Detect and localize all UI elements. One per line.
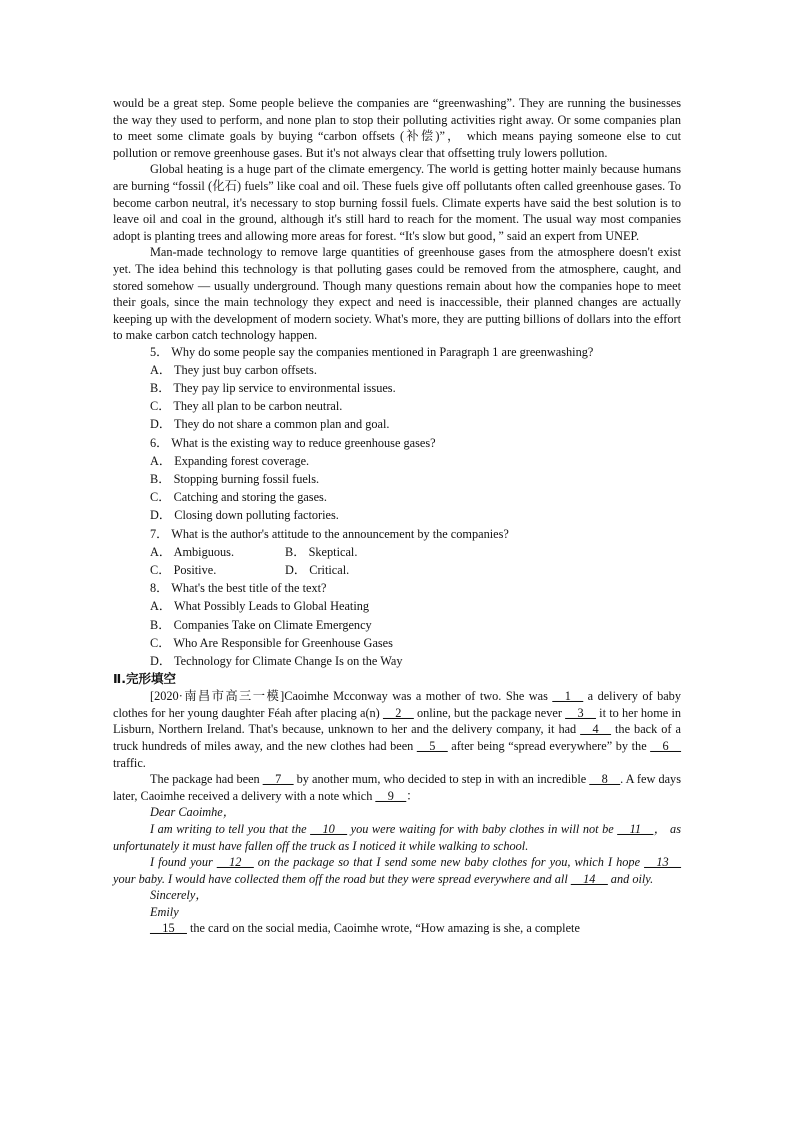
blank-15: __15__ <box>150 921 187 936</box>
text-run: I am writing to tell you that the <box>150 821 311 836</box>
text-run: Caoimhe Mcconway was a mother of two. She was <box>284 689 553 704</box>
cloze-paragraph-1 <box>113 688 681 771</box>
options-row-2 <box>113 561 681 579</box>
blank-10: __10__ <box>310 821 348 836</box>
question-8 <box>113 579 681 670</box>
question-7 <box>113 525 681 580</box>
option-a: A． Ambiguous. <box>150 544 235 559</box>
option-d: D． Closing down polluting factories. <box>150 508 339 523</box>
option-b: B． Stopping burning fossil fuels. <box>150 471 320 486</box>
cloze-paragraph-2 <box>113 771 681 804</box>
blank-4: __4__ <box>580 722 611 737</box>
text-run: online, but the package never <box>413 705 566 720</box>
blank-8: __8__ <box>589 772 621 787</box>
question-stem: 8． What's the best title of the text? <box>150 581 327 596</box>
text-run: by another mum, who decided to step in with an incredible <box>293 772 590 787</box>
text-run: I found your <box>150 855 217 870</box>
text-run: The package had been <box>150 772 263 787</box>
option-c: C． Catching and storing the gases. <box>150 490 327 505</box>
blank-13: __13__ <box>644 855 681 870</box>
option-d: D． Critical. <box>285 562 350 577</box>
blank-3: __3__ <box>565 705 596 720</box>
option-c: C． They all plan to be carbon neutral. <box>150 399 343 414</box>
letter-paragraph-2 <box>113 854 681 887</box>
blank-7: __7__ <box>262 772 294 787</box>
question-stem: 6． What is the existing way to reduce greenhouse gases? <box>150 435 436 450</box>
document-page <box>113 95 681 937</box>
option-d: D． They do not share a common plan and goal. <box>150 417 390 432</box>
cloze-paragraph-3 <box>113 920 681 937</box>
option-a: A． They just buy carbon offsets. <box>150 362 317 377</box>
blank-11: __11__ <box>617 821 654 836</box>
blank-12: __12__ <box>216 855 254 870</box>
option-b: B． Companies Take on Climate Emergency <box>150 617 372 632</box>
letter-closing: Sincerely， <box>150 888 208 903</box>
option-a: A． What Possibly Leads to Global Heating <box>150 599 370 614</box>
section-title: Ⅱ.完形填空 <box>113 671 176 687</box>
text-run: a delivery of baby clothes for her young daughter Féah after placing a(n) <box>113 689 681 720</box>
question-5 <box>113 344 681 434</box>
blank-14: __14__ <box>570 871 608 886</box>
option-a: A． Expanding forest coverage. <box>150 453 310 468</box>
question-6 <box>113 434 681 525</box>
text-run: ， as unfortunately it must have fallen off the truck as I noticed it while walking to school. <box>113 821 681 853</box>
passage-paragraph-2: Global heating is a huge part of the climate emergency. The world is getting hotter mainly because humans are burning “fossil (化石) fuels” like coal and oil. These fuels give off pollutants often called greenhouse gases. To become carbon neutral, it's necessary to stop burning fossil fuels. Climate experts have said the best solution is to leave oil and coal in the ground, although it's still hard to reach for the moment. The usual way most companies adopt is planting trees and allowing more areas for forest. “It's slow but good，” said an expert from UNEP. <box>113 162 681 243</box>
passage-paragraph-3: Man-made technology to remove large quantities of greenhouse gases from the atmosphere doesn't exist yet. The idea behind this technology is that polluting gases could be removed from the atmosphere, caught, and stored somehow — usually underground. Though many questions remain about how the companies hope to meet their goals, since the main technology they expect and need is inaccessible, their planned changes are actually keeping up with the development of modern society. What's more, they are putting billions of dollars into the effort to make carbon catch technology happen. <box>113 245 681 343</box>
options-row-1 <box>113 543 681 561</box>
option-c: C． Who Are Responsible for Greenhouse Gases <box>150 635 393 650</box>
blank-2: __2__ <box>383 705 414 720</box>
option-b: B． Skeptical. <box>285 544 358 559</box>
option-b: B． They pay lip service to environmental issues. <box>150 380 396 395</box>
question-stem: 7． What is the author's attitude to the announcement by the companies? <box>150 526 509 541</box>
text-run: it to her home in Lisburn, Northern Ireland. That's because, unknown to her and the delivery company, it had <box>113 705 682 737</box>
text-run: ： <box>406 788 419 803</box>
text-run: and oily. <box>607 871 654 886</box>
blank-9: __9__ <box>375 788 407 803</box>
text-run: after being “spread everywhere” by the <box>447 738 651 753</box>
blank-6: __6__ <box>650 738 681 753</box>
text-run: your baby. I would have collected them off the road but they were spread everywhere and all <box>113 871 571 886</box>
text-run: you were waiting for with baby clothes in will not be <box>347 821 618 836</box>
option-c: C． Positive. <box>150 562 217 577</box>
question-stem: 5． Why do some people say the companies mentioned in Paragraph 1 are greenwashing? <box>150 344 594 359</box>
text-run: the card on the social media, Caoimhe wrote, “How amazing is she, a complete <box>186 921 580 936</box>
text-run: on the package so that I send some new baby clothes for you, which I hope <box>253 855 645 870</box>
passage-paragraph-1: would be a great step. Some people believe the companies are “greenwashing”. They are running the businesses the way they used to perform, and none plan to stop their polluting activities right away. Or some companies plan to meet some climate goals by buying “carbon offsets (补偿)”， which means paying someone else to cut pollution or remove greenhouse gases. But it's not always clear that offsetting truly lowers pollution. <box>113 96 681 160</box>
text-run: the back of a truck hundreds of miles away, and the new clothes had been <box>113 722 681 753</box>
option-d: D． Technology for Climate Change Is on the Way <box>150 653 403 668</box>
blank-5: __5__ <box>416 738 448 753</box>
letter-paragraph-1 <box>113 821 681 854</box>
letter-signature: Emily <box>150 904 179 919</box>
letter-salutation: Dear Caoimhe， <box>150 805 236 820</box>
text-run: traffic. <box>113 755 146 770</box>
blank-1: __1__ <box>552 689 584 704</box>
source-tag: [2020·南昌市高三一模] <box>150 689 285 704</box>
text-run: . A few days later, Caoimhe received a delivery with a note which <box>113 772 681 803</box>
